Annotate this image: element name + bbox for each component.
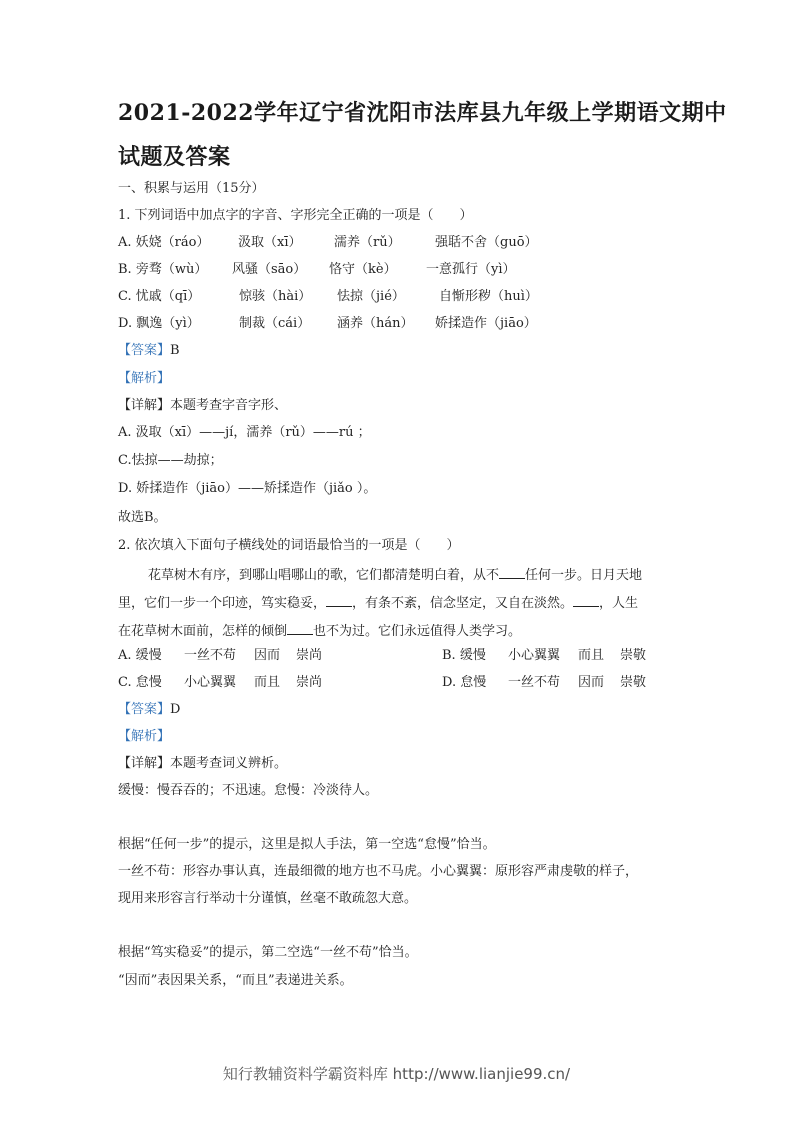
q2-answer (118, 702, 180, 718)
footer-watermark: 知行教辅资料学霸资料库 http://www.lianjie99.cn/ (222, 1065, 571, 1083)
answer-value: B (170, 343, 180, 358)
answer-tag: 【答案】 (118, 343, 171, 358)
passage-text: ，有条不紊，信念坚定，又自在淡然。 (352, 596, 574, 611)
q2-detail-line: 缓慢：慢吞吞的；不迅速。怠慢：冷淡待人。 (118, 783, 379, 798)
passage-text: 里，它们一步一个印迹，笃实稳妥， (118, 596, 327, 611)
detail-tag: 【详解】 (118, 398, 171, 413)
answer-value: D (170, 702, 181, 717)
option-word: B. 缓慢 (442, 648, 486, 663)
q2-detail-line: “因而”表因果关系，“而且”表递进关系。 (118, 973, 353, 988)
q1-detail-line: C.怯掠——劫掠； (118, 453, 223, 468)
option-word: 崇尚 (296, 648, 323, 663)
option-word: C. 忧戚（qī） (118, 289, 201, 304)
detail-text: 本题考查字音字形、 (170, 398, 288, 413)
option-word: 崇敬 (620, 675, 647, 690)
q2-passage-line3 (118, 622, 521, 640)
option-word: 濡养（rǔ） (334, 235, 401, 250)
q2-analysis-tag: 【解析】 (118, 729, 171, 744)
q2-detail-line: 根据“任何一步”的提示，这里是拟人手法，第一空选“怠慢”恰当。 (118, 837, 496, 852)
option-word: 崇敬 (620, 648, 647, 663)
option-word: 小心翼翼 (184, 675, 237, 690)
q2-detail-line: 现用来形容言行举动十分谨慎，丝毫不敢疏忽大意。 (118, 891, 418, 906)
option-word: 一丝不苟 (508, 675, 561, 690)
option-word: 自惭形秽（huì） (439, 289, 538, 304)
q1-option-a (118, 235, 538, 251)
q2-detail-line: 一丝不苟：形容办事认真，连最细微的地方也不马虎。小心翼翼：原形容严肃虔敬的样子， (118, 864, 639, 879)
q2-stem: 2. 依次填入下面句子横线处的词语最恰当的一项是（ ） (118, 538, 460, 553)
option-word: 因而 (578, 675, 605, 690)
q1-detail-line: 故选B。 (118, 510, 167, 525)
q1-analysis-tag: 【解析】 (118, 371, 171, 386)
passage-text: 在花草树木面前，怎样的倾倒 (118, 624, 288, 639)
option-word: 娇揉造作（jiāo） (435, 316, 537, 331)
option-word: 汲取（xī） (238, 235, 302, 250)
answer-tag: 【答案】 (118, 702, 171, 717)
option-word: A. 妖娆（ráo） (118, 235, 210, 250)
document-title-line1: 2021-2022学年辽宁省沈阳市法库县九年级上学期语文期中 (118, 100, 727, 126)
q2-detail (118, 756, 287, 772)
option-word: C. 怠慢 (118, 675, 162, 690)
passage-text: 也不为过。它们永远值得人类学习。 (313, 624, 522, 639)
option-word: 一意孤行（yì） (426, 262, 516, 277)
passage-text: 花草树木有序，到哪山唱哪山的歌，它们都清楚明白着，从不 (148, 568, 500, 583)
option-word: 强聒不舍（guō） (435, 235, 538, 250)
q1-detail-line: D. 娇揉造作（jiāo）——矫揉造作（jiǎo ）。 (118, 481, 377, 496)
q2-option-c (118, 675, 322, 691)
q1-option-c (118, 289, 538, 305)
passage-text: ，人生 (599, 596, 639, 611)
detail-text: 本题考查词义辨析。 (170, 756, 288, 771)
option-word: 崇尚 (296, 675, 323, 690)
q2-detail-line: 根据“笃实稳妥”的提示，第二空选“一丝不苟”恰当。 (118, 945, 418, 960)
option-word: 而且 (254, 675, 281, 690)
q1-detail-line: A. 汲取（xī）——jí，濡养（rǔ）——rú ； (118, 425, 371, 440)
detail-tag: 【详解】 (118, 756, 171, 771)
fill-blank-4 (287, 622, 313, 635)
q2-option-b (442, 648, 646, 664)
option-word: 恪守（kè） (329, 262, 397, 277)
option-word: 制裁（cái） (239, 316, 311, 331)
q2-passage-line2 (118, 594, 638, 612)
option-word: 涵养（hán） (337, 316, 414, 331)
q2-option-d (442, 675, 646, 691)
q2-option-a (118, 648, 322, 664)
section-heading: 一、积累与运用（15分） (118, 181, 265, 196)
option-word: 怯掠（jié） (337, 289, 405, 304)
option-word: 而且 (578, 648, 605, 663)
option-word: 因而 (254, 648, 281, 663)
q1-option-b (118, 262, 516, 278)
q1-answer (118, 343, 180, 359)
option-word: 惊骇（hài） (239, 289, 312, 304)
fill-blank-3 (573, 594, 599, 607)
option-word: 一丝不苟 (184, 648, 237, 663)
option-word: A. 缓慢 (118, 648, 162, 663)
q1-option-d (118, 316, 537, 332)
option-word: 小心翼翼 (508, 648, 561, 663)
fill-blank-2 (326, 594, 352, 607)
option-word: D. 飘逸（yì） (118, 316, 200, 331)
q1-detail (118, 398, 287, 414)
option-word: 风骚（sāo） (232, 262, 307, 277)
fill-blank-1 (499, 566, 525, 579)
document-title-line2: 试题及答案 (118, 144, 231, 170)
passage-text: 任何一步。日月天地 (525, 568, 643, 583)
q1-stem: 1. 下列词语中加点字的字音、字形完全正确的一项是（ ） (118, 208, 473, 223)
q2-passage-line1 (148, 566, 642, 584)
option-word: B. 旁骛（wù） (118, 262, 208, 277)
option-word: D. 怠慢 (442, 675, 487, 690)
